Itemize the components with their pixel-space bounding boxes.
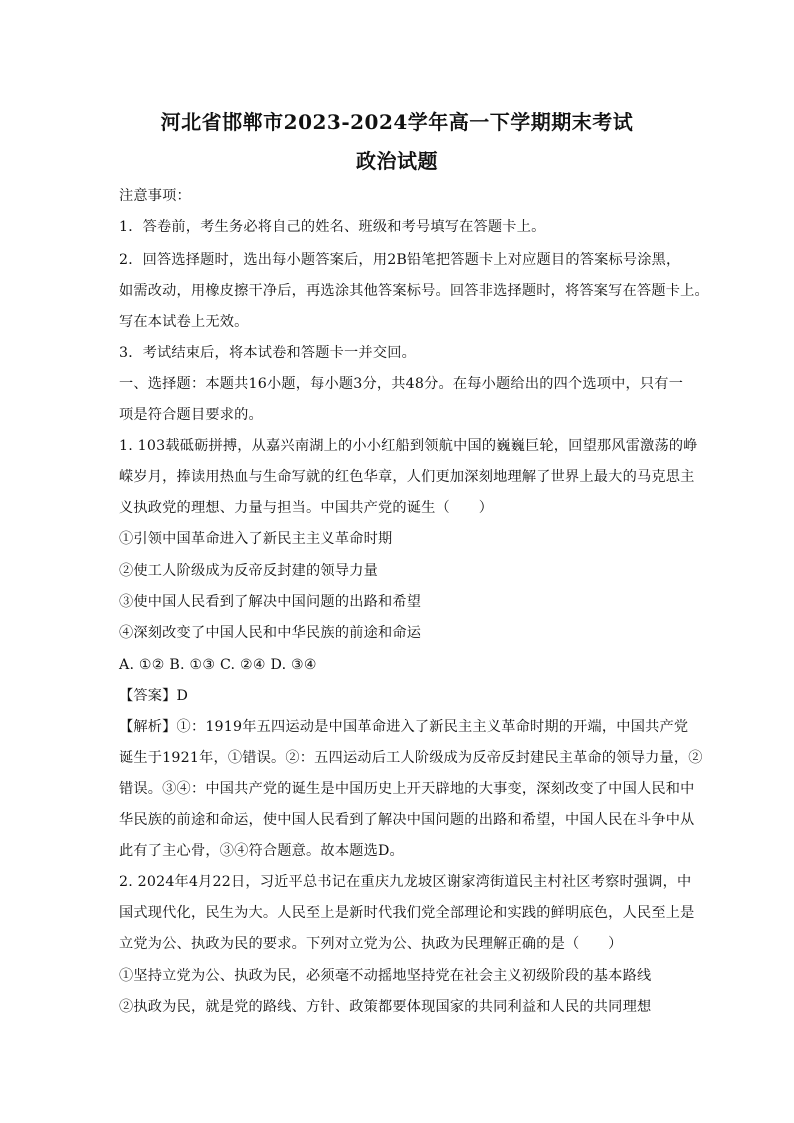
q1-explanation-line-5: 此有了主心骨，③④符合题意。故本题选D。	[119, 843, 404, 859]
notes-heading: 注意事项：	[119, 188, 191, 204]
section-heading-line-1: 一、选择题：本题共16小题，每小题3分，共48分。在每小题给出的四个选项中，只有一	[119, 376, 684, 392]
q1-explanation-line-4: 华民族的前途和命运，使中国人民看到了解决中国问题的出路和希望，中国人民在斗争中从	[119, 812, 695, 828]
q1-explanation-line-1: 【解析】①：1919年五四运动是中国革命进入了新民主主义革命时期的开端，中国共产党	[119, 719, 689, 735]
q2-option-2: ②执政为民，就是党的路线、方针、政策都要体现国家的共同利益和人民的共同理想	[119, 999, 652, 1015]
exam-title: 河北省邯郸市2023-2024学年高一下学期期末考试	[160, 110, 634, 134]
notes-item-2-line-2: 如需改动，用橡皮擦干净后，再选涂其他答案标号。回答非选择题时，将答案写在答题卡上。	[119, 283, 709, 299]
notes-item-2-line-1: 2．回答选择题时，选出每小题答案后，用2B铅笔把答题卡上对应题目的答案标号涂黑，	[119, 252, 681, 268]
notes-item-2-line-3: 写在本试卷上无效。	[119, 314, 249, 330]
section-heading-line-2: 项是符合题目要求的。	[119, 407, 263, 423]
q1-option-4: ④深刻改变了中国人民和中华民族的前途和命运	[119, 625, 422, 641]
q1-answer: 【答案】D	[119, 688, 189, 704]
q2-option-1: ①坚持立党为公、执政为民，必须毫不动摇地坚持党在社会主义初级阶段的基本路线	[119, 968, 652, 984]
q1-option-1: ①引领中国革命进入了新民主主义革命时期	[119, 531, 393, 547]
q1-explanation-line-3: 错误。③④：中国共产党的诞生是中国历史上开天辟地的大事变，深刻改变了中国人民和中	[119, 781, 695, 797]
q1-stem-line-3: 义执政党的理想、力量与担当。中国共产党的诞生（ ）	[119, 500, 494, 516]
q1-explanation-line-2: 诞生于1921年，①错误。②：五四运动后工人阶级成为反帝反封建民主革命的领导力量，②	[119, 750, 703, 766]
q2-stem-line-1: 2. 2024年4月22日，习近平总书记在重庆九龙坡区谢家湾街道民主村社区考察时强调，中	[119, 874, 692, 890]
q1-option-2: ②使工人阶级成为反帝反封建的领导力量	[119, 563, 378, 579]
q2-stem-line-3: 立党为公、执政为民的要求。下列对立党为公、执政为民理解正确的是（ ）	[119, 936, 623, 952]
notes-item-3: 3．考试结束后，将本试卷和答题卡一并交回。	[119, 345, 416, 361]
q1-stem-line-1: 1. 103载砥砺拼搏，从嘉兴南湖上的小小红船到领航中国的巍巍巨轮，回望那风雷激荡的峥	[119, 438, 698, 454]
q1-stem-line-2: 嵘岁月，捧读用热血与生命写就的红色华章，人们更加深刻地理解了世界上最大的马克思主	[119, 469, 695, 485]
q1-option-3: ③使中国人民看到了解决中国问题的出路和希望	[119, 594, 422, 610]
notes-item-1: 1．答卷前，考生务必将自己的姓名、班级和考号填写在答题卡上。	[119, 219, 546, 235]
q2-stem-line-2: 国式现代化，民生为大。人民至上是新时代我们党全部理论和实践的鲜明底色，人民至上是	[119, 905, 695, 921]
exam-subject: 政治试题	[356, 149, 438, 173]
q1-choices: A. ①② B. ①③ C. ②④ D. ③④	[119, 657, 317, 673]
